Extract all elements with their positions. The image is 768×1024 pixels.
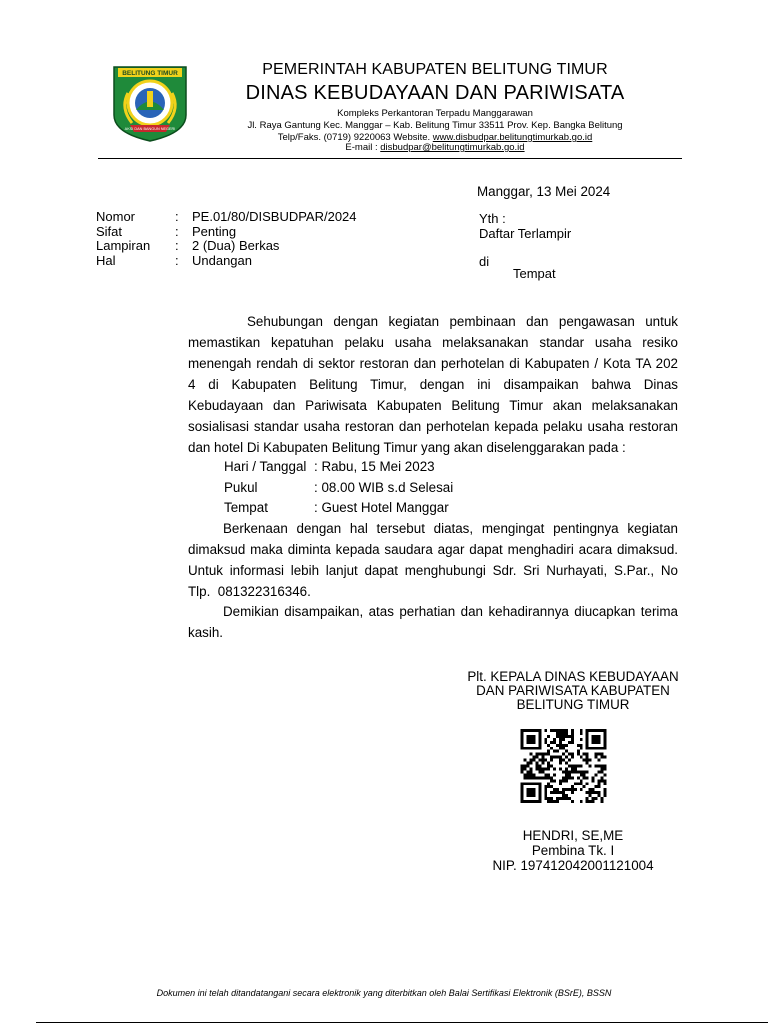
paragraph-line: Berkenaan dengan hal tersebut diatas, mengingat pentingnya kegiatan <box>223 521 678 536</box>
letterhead-government-name: PEMERINTAH KABUPATEN BELITUNG TIMUR <box>262 61 608 78</box>
meta-label: Nomor <box>96 209 136 224</box>
paragraph-line: Demikian disampaikan, atas perhatian dan kehadirannya diucapkan terima <box>223 604 678 619</box>
letterhead-agency-name: DINAS KEBUDAYAAN DAN PARIWISATA <box>245 82 625 104</box>
meta-separator: : <box>175 209 179 224</box>
signer-name: HENDRI, SE,ME <box>522 828 624 843</box>
paragraph-line: dimaksud maka diminta kepada saudara agar dapat menghadiri acara dimaksud. <box>188 542 678 557</box>
detail-value: : 08.00 WIB s.d Selesai <box>314 480 454 495</box>
meta-separator: : <box>175 238 179 253</box>
meta-label: Sifat <box>96 224 123 239</box>
paragraph-line: memastikan kepatuhan pelaku usaha melaksanakan standar usaha resiko <box>188 335 678 350</box>
recipient-yth: Yth : <box>479 211 506 226</box>
body-paragraph-1 <box>188 311 678 458</box>
signer-nip: NIP. 197412042001121004 <box>492 858 654 873</box>
letterhead-address-line1: Kompleks Perkantoran Terpadu Manggarawan <box>337 108 533 119</box>
email-label: E-mail : <box>345 142 378 153</box>
body-paragraph-2 <box>188 518 678 602</box>
svg-text:BELITUNG TIMUR: BELITUNG TIMUR <box>122 70 178 77</box>
signature-title-line2: DAN PARIWISATA KABUPATEN <box>476 683 670 698</box>
letterhead-divider <box>98 158 682 159</box>
signature-title-line3: BELITUNG TIMUR <box>516 697 630 712</box>
electronic-signature-footer: Dokumen ini telah ditandatangani secara elektronik yang diterbitkan oleh Balai Sertifikasi Elektronik (BSrE), BSSN <box>156 988 612 998</box>
signer-rank: Pembina Tk. I <box>531 843 615 858</box>
detail-row-place <box>224 497 524 518</box>
meta-value: PE.01/80/DISBUDPAR/2024 <box>192 209 357 224</box>
paragraph-line: kasih. <box>188 625 223 640</box>
recipient-place: Tempat <box>513 266 556 281</box>
footer-divider <box>36 1022 768 1023</box>
regency-emblem-logo <box>110 63 190 143</box>
paragraph-line: menengah rendah di sektor restoran dan perhotelan di Kabupaten / Kota TA 202 <box>188 356 678 371</box>
paragraph-line: Sehubungan dengan kegiatan pembinaan dan pengawasan untuk <box>247 314 678 329</box>
meta-label: Hal <box>96 253 116 268</box>
detail-label: Pukul <box>224 480 258 495</box>
recipient-name: Daftar Terlampir <box>479 226 572 241</box>
paragraph-line: Untuk informasi lebih lanjut dapat menghubungi Sdr. Sri Nurhayati, S.Par., No <box>188 563 678 578</box>
letterhead-email-line <box>200 142 670 154</box>
detail-row-time <box>224 477 524 497</box>
body-paragraph-3 <box>188 601 678 643</box>
qr-code-signature <box>520 729 607 803</box>
detail-value: : Guest Hotel Manggar <box>314 500 449 515</box>
meta-value: 2 (Dua) Berkas <box>192 238 280 253</box>
meta-label: Lampiran <box>96 238 151 253</box>
signature-title-line1: Plt. KEPALA DINAS KEBUDAYAAN <box>467 669 679 684</box>
paragraph-line: sosialisasi standar usaha restoran dan perhotelan kepada pelaku usaha restoran <box>188 419 678 434</box>
svg-text:AKSI DAN BANGUN NEGERI: AKSI DAN BANGUN NEGERI <box>124 127 176 131</box>
detail-label: Hari / Tanggal <box>224 459 307 474</box>
meta-separator: : <box>175 224 179 239</box>
meta-value: Penting <box>192 224 237 239</box>
contact-phone-text: Telp/Faks. (0719) 9220063 Website. <box>277 132 431 143</box>
meta-separator: : <box>175 253 179 268</box>
detail-label: Tempat <box>224 500 268 515</box>
paragraph-line: dan hotel Di Kabupaten Belitung Timur yang akan diselenggarakan pada : <box>188 440 626 455</box>
recipient-di: di <box>479 254 490 269</box>
website-link[interactable]: www.disbudpar.belitungtimurkab.go.id <box>432 132 593 143</box>
paragraph-line: Tlp. 081322316346. <box>188 584 311 599</box>
detail-row-date <box>224 456 524 477</box>
event-details <box>224 456 524 518</box>
paragraph-line: Kebudayaan dan Pariwisata Kabupaten Belitung Timur akan melaksanakan <box>188 398 678 413</box>
meta-value: Undangan <box>192 253 252 268</box>
paragraph-line: 4 di Kabupaten Belitung Timur, dengan ini disampaikan bahwa Dinas <box>188 377 678 392</box>
letterhead-address-line2: Jl. Raya Gantung Kec. Manggar – Kab. Belitung Timur 33511 Prov. Kep. Bangka Belitung <box>247 120 623 131</box>
letter-date: Manggar, 13 Mei 2024 <box>477 184 611 199</box>
detail-value: : Rabu, 15 Mei 2023 <box>314 459 435 474</box>
email-link[interactable]: disbudpar@belitungtimurkab.go.id <box>380 142 525 153</box>
